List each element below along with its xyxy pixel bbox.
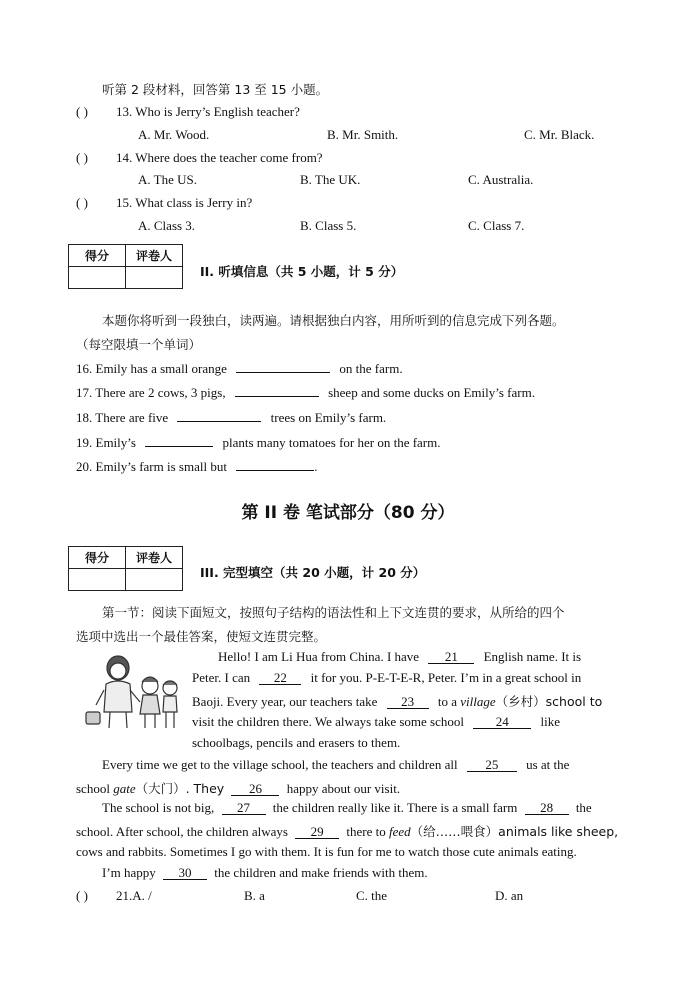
listening-instruction: 听第 2 段材料，回答第 13 至 15 小题。 (102, 82, 329, 97)
score-box-section2 (68, 244, 183, 289)
fill-blank-18[interactable] (177, 421, 261, 422)
fill-item-20-post: . (314, 459, 318, 474)
fill-blank-19[interactable] (145, 446, 213, 447)
p1-l2a: Peter. I can (192, 670, 251, 685)
cloze-blank-30[interactable]: 30 (163, 866, 207, 880)
section3-instruction-line2: 选项中选出一个最佳答案，使短文连贯完整。 (76, 629, 327, 644)
p3-l2d: （给……喂食）animals like sheep, (410, 824, 619, 839)
fill-item-18 (76, 410, 386, 426)
fill-item-18-pre: 18. There are five (76, 410, 169, 425)
section2-intro-line1: 本题你将听到一段独白，读两遍。请根据独白内容，用所听到的信息完成下列各题。 (102, 313, 565, 328)
q14-option-b: B. The UK. (300, 172, 361, 187)
p3-l1b: the children really like it. There is a small farm (272, 800, 518, 815)
p2-l2d: happy about our visit. (286, 781, 401, 796)
q21-option-d: D. an (495, 888, 524, 903)
fill-item-16-pre: 16. Emily has a small orange (76, 361, 227, 376)
cloze-blank-26[interactable]: 26 (231, 782, 279, 796)
q15-option-c: C. Class 7. (468, 218, 525, 233)
fill-item-19-post: plants many tomatoes for her on the farm. (222, 435, 441, 450)
p4-l1a: I’m happy (102, 865, 156, 880)
cloze-blank-24[interactable]: 24 (473, 715, 531, 729)
q13-option-a: A. Mr. Wood. (138, 127, 210, 142)
score-cell[interactable] (69, 267, 126, 289)
cloze-blank-25[interactable]: 25 (467, 758, 517, 772)
passage-p1-line4 (192, 714, 620, 730)
grader-label: 评卷人 (126, 245, 183, 267)
volume2-title: 第 II 卷 笔试部分（80 分） (241, 503, 455, 523)
q15-option-b: B. Class 5. (300, 218, 357, 233)
section3-title: III. 完型填空（共 20 小题，计 20 分） (200, 565, 426, 580)
grader-cell[interactable] (126, 267, 183, 289)
section3-instruction-line1: 第一节：阅读下面短文，按照句子结构的语法性和上下文连贯的要求，从所给的四个 (102, 605, 565, 620)
fill-item-20 (76, 459, 317, 475)
p1-l3a: Baoji. Every year, our teachers take (192, 694, 378, 709)
p3-l2c-feed: feed (389, 824, 411, 839)
cloze-blank-29[interactable]: 29 (295, 825, 339, 839)
p1-l3d: （乡村）school to (495, 694, 603, 709)
passage-p3-line2 (76, 822, 618, 840)
grader-cell[interactable] (126, 569, 183, 591)
p2-l1b: us at the (526, 757, 570, 772)
question-13-stem: 13. Who is Jerry’s English teacher? (116, 104, 300, 119)
score-cell[interactable] (69, 569, 126, 591)
cloze-blank-23[interactable]: 23 (387, 695, 429, 709)
fill-blank-20[interactable] (236, 470, 314, 471)
fill-item-18-post: trees on Emily’s farm. (270, 410, 387, 425)
passage-p2-line2 (76, 779, 400, 797)
question-15-stem: 15. What class is Jerry in? (116, 195, 253, 210)
cloze-blank-28[interactable]: 28 (525, 801, 569, 815)
cloze-blank-21[interactable]: 21 (428, 650, 474, 664)
p1-l4b: like (540, 714, 560, 729)
q21-option-c: C. the (356, 888, 388, 903)
fill-blank-17[interactable] (235, 396, 319, 397)
p3-l2b: there to (346, 824, 386, 839)
q21-option-a: 21.A. / (116, 888, 152, 903)
passage-p2-line1 (102, 757, 569, 773)
section2-intro-line2: （每空限填一个单词） (76, 337, 202, 352)
passage-p1-line1 (218, 649, 620, 665)
fill-item-19-pre: 19. Emily’s (76, 435, 136, 450)
p2-l2a: school (76, 781, 110, 796)
answer-paren-21[interactable]: ( ) (76, 888, 88, 903)
children-illustration (82, 650, 186, 734)
score-box-section3 (68, 546, 183, 591)
p1-l1b: English name. It is (483, 649, 582, 664)
p3-l1c: the (575, 800, 592, 815)
p1-l4a: visit the children there. We always take some school (192, 714, 464, 729)
p1-l2b: it for you. P-E-T-E-R, Peter. I’m in a great school in (310, 670, 582, 685)
answer-paren-14[interactable]: ( ) (76, 150, 88, 165)
passage-p1-line3 (192, 692, 620, 710)
p1-l3b: to a (437, 694, 458, 709)
fill-item-17-post: sheep and some ducks on Emily’s farm. (328, 385, 535, 400)
cloze-blank-27[interactable]: 27 (222, 801, 266, 815)
fill-item-16-post: on the farm. (339, 361, 403, 376)
grader-label: 评卷人 (126, 547, 183, 569)
answer-paren-15[interactable]: ( ) (76, 195, 88, 210)
fill-item-17 (76, 385, 535, 401)
fill-item-16 (76, 361, 403, 377)
p3-l1a: The school is not big, (102, 800, 215, 815)
q14-option-c: C. Australia. (468, 172, 534, 187)
p4-l1b: the children and make friends with them. (214, 865, 428, 880)
passage-p3-line1 (102, 800, 592, 816)
passage-p1-line2 (192, 670, 620, 686)
fill-blank-16[interactable] (236, 372, 330, 373)
answer-paren-13[interactable]: ( ) (76, 104, 88, 119)
p1-l3c-village: village (460, 694, 496, 709)
cloze-blank-22[interactable]: 22 (259, 671, 301, 685)
question-14-stem: 14. Where does the teacher come from? (116, 150, 323, 165)
fill-item-20-pre: 20. Emily’s farm is small but (76, 459, 227, 474)
p3-l2a: school. After school, the children always (76, 824, 288, 839)
section2-title: II. 听填信息（共 5 小题，计 5 分） (200, 264, 404, 279)
p2-l1a: Every time we get to the village school, the teachers and children all (102, 757, 458, 772)
fill-item-19 (76, 435, 441, 451)
q15-option-a: A. Class 3. (138, 218, 196, 233)
passage-p4-line1 (102, 865, 428, 881)
fill-item-17-pre: 17. There are 2 cows, 3 pigs, (76, 385, 226, 400)
p1-l5: schoolbags, pencils and erasers to them. (192, 735, 401, 750)
p2-l2b-gate: gate (113, 781, 136, 796)
score-label: 得分 (69, 245, 126, 267)
score-label: 得分 (69, 547, 126, 569)
p1-l1a: Hello! I am Li Hua from China. I have (218, 649, 420, 664)
q14-option-a: A. The US. (138, 172, 197, 187)
q21-option-b: B. a (244, 888, 265, 903)
p2-l2c: （大门）. They (135, 781, 225, 796)
p3-l3: cows and rabbits. Sometimes I go with them. It is fun for me to watch those cute animals eating. (76, 844, 577, 859)
q13-option-c: C. Mr. Black. (524, 127, 595, 142)
q13-option-b: B. Mr. Smith. (327, 127, 399, 142)
